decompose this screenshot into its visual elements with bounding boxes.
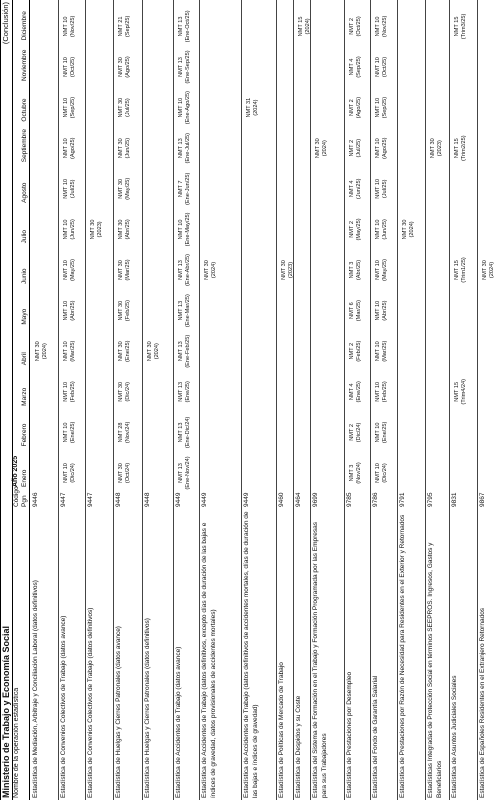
operation-name: Estadística de Prestaciones por Desempleo (346, 671, 353, 798)
release-day: NMT 30 (35, 341, 41, 362)
reference-period: (Feb/25) (381, 381, 388, 403)
release-day: NMT 10 (63, 97, 69, 118)
operation-code: 9791 (399, 492, 406, 507)
reference-period: (Feb/25) (124, 300, 131, 322)
reference-period: (Jun/25) (381, 219, 388, 240)
reference-period: (2024) (210, 261, 217, 279)
release-cell (349, 293, 362, 329)
reference-period: (Ene-Jul/25) (184, 132, 191, 164)
reference-period: (Jul/25) (124, 98, 131, 117)
month-header-11: Diciembre (21, 11, 28, 41)
row-divider (199, 0, 200, 800)
operation-code: 9449 (175, 492, 182, 507)
release-day: NMT 15 (454, 16, 460, 37)
reference-period: (Dic/24) (381, 463, 388, 483)
month-header-6: Julio (21, 230, 28, 244)
release-cell (178, 455, 191, 491)
release-cell (349, 252, 362, 288)
release-cell (63, 130, 76, 166)
header-bottom-rule (29, 0, 30, 800)
operation-code: 9448 (144, 492, 151, 507)
release-cell (118, 171, 131, 207)
release-day: NMT 10 (63, 381, 69, 402)
reference-period: (Ene-Sep/25) (184, 50, 191, 84)
reference-period: (Ene/25) (355, 381, 362, 403)
release-cell (178, 293, 191, 329)
release-day: NMT 10 (63, 138, 69, 159)
release-day: NMT 4 (349, 180, 355, 198)
release-cell (118, 252, 131, 288)
release-cell (178, 252, 191, 288)
month-header-5: Junio (21, 268, 28, 284)
operation-name: Estadística del Sistema de Formación en el Trabajo y Formación Programada por las Empresas para sus Trabajadores (312, 521, 328, 798)
release-day: NMT 13 (178, 57, 184, 77)
release-cell (63, 8, 76, 44)
operation-code: 9446 (32, 492, 39, 507)
release-day: NMT 10 (375, 300, 381, 321)
release-day: NMT 10 (375, 178, 381, 199)
row-divider (276, 0, 277, 800)
release-day: NMT 30 (118, 463, 124, 483)
release-day: NMT 13 (178, 463, 184, 483)
header-rule (12, 0, 13, 800)
reference-period: (Mar/25) (124, 259, 131, 281)
operation-name: Estadística de Convenios Colectivos de Trabajo (datos definitivos) (87, 607, 94, 798)
release-cell (118, 293, 131, 329)
operation-name: Estadística de Asuntos Judiciales Sociales (451, 675, 458, 798)
row-divider (425, 0, 426, 800)
release-cell (375, 293, 388, 329)
reference-period: (Sep/25) (355, 56, 362, 78)
release-cell (63, 414, 76, 450)
reference-period: (Ene-Jun/25) (184, 172, 191, 205)
release-day: NMT 10 (178, 219, 184, 240)
release-cell (35, 333, 48, 369)
year-header: Año 2025 (12, 455, 19, 487)
reference-period: (Nov/25) (69, 15, 76, 38)
operation-code: 9448 (115, 492, 122, 507)
reference-period: (2024) (488, 261, 495, 279)
reference-period: (Dic/24) (69, 463, 76, 483)
row-divider (113, 0, 114, 800)
release-day: NMT 13 (178, 341, 184, 362)
reference-period: (Abr/25) (355, 259, 362, 281)
release-cell (454, 374, 467, 410)
release-cell (349, 171, 362, 207)
release-day: NMT 10 (375, 422, 381, 443)
release-day: NMT 10 (63, 260, 69, 280)
operation-name: Estadística del Fondo de Garantía Salarial (372, 675, 379, 798)
name-column-header: Nombre de la operación estadística (13, 687, 20, 798)
month-header-2: Marzo (21, 387, 28, 406)
operation-name: Estadística de Políticas de Mercado de Trabajo (278, 662, 285, 798)
release-cell (375, 414, 388, 450)
reference-period: (Nov/24) (355, 462, 362, 484)
release-cell (118, 49, 131, 85)
release-day: NMT 10 (63, 57, 69, 77)
release-day: NMT 30 (90, 219, 96, 240)
reference-period: (Mar/25) (381, 340, 388, 362)
release-day: NMT 10 (63, 219, 69, 240)
release-day: NMT 10 (63, 422, 69, 443)
reference-period: (Jul/25) (69, 179, 76, 199)
release-day: NMT 2 (349, 342, 355, 360)
release-day: NMT 21 (118, 16, 124, 37)
reference-period: (Oct/24) (124, 462, 131, 484)
month-header-0: Enero (21, 469, 28, 487)
month-header-10: Noviembre (21, 49, 28, 81)
release-day: NMT 30 (430, 138, 436, 159)
release-day: NMT 2 (349, 139, 355, 157)
release-cell (375, 374, 388, 410)
reference-period: (Sep/25) (124, 15, 131, 38)
release-cell (118, 130, 131, 166)
row-divider (58, 0, 59, 800)
operation-code: 9795 (427, 492, 434, 507)
release-day: NMT 6 (349, 302, 355, 319)
reference-period: (Nov/24) (124, 421, 131, 444)
reference-period: (2024) (41, 343, 48, 360)
reference-period: (Ene/25) (184, 381, 191, 403)
operation-name: Estadística de Huelgas y Cierres Patronales (datos avance) (115, 626, 122, 798)
release-day: NMT 15 (454, 260, 460, 280)
release-day: NMT 10 (63, 341, 69, 362)
release-day: NMT 7 (178, 180, 184, 198)
release-day: NMT 30 (118, 178, 124, 199)
reference-period: (Ene-Oct/25) (184, 10, 191, 43)
release-day: NMT 30 (118, 341, 124, 362)
release-cell (118, 374, 131, 410)
operation-code: 9785 (346, 492, 353, 507)
reference-period: (Ene-Mar/25) (184, 294, 191, 328)
release-cell (375, 8, 388, 44)
release-cell (375, 130, 388, 166)
reference-period: (Ago/25) (69, 137, 76, 159)
release-day: NMT 30 (315, 138, 321, 159)
release-cell (178, 414, 191, 450)
reference-period: (Ene-Feb/25) (184, 334, 191, 368)
release-day: NMT 30 (204, 260, 210, 280)
operation-code: 9449 (201, 492, 208, 507)
reference-period: (Ene-Nov/24) (184, 456, 191, 490)
operation-name: Estadística de Accidentes de Trabajo (datos avance) (175, 646, 182, 798)
reference-period: (Jul/25) (381, 179, 388, 199)
release-cell (63, 49, 76, 85)
operation-code: 9464 (295, 492, 302, 507)
release-cell (63, 171, 76, 207)
release-day: NMT 10 (375, 57, 381, 77)
release-day: NMT 30 (281, 260, 287, 280)
release-cell (63, 455, 76, 491)
operation-code: 9447 (87, 492, 94, 507)
operation-code: 9786 (372, 492, 379, 507)
release-cell (178, 374, 191, 410)
release-cell (349, 90, 362, 126)
release-day: NMT 13 (178, 381, 184, 402)
release-day: NMT 31 (246, 97, 252, 118)
operation-name: Estadística de Convenios Colectivos de Trabajo (datos avance) (60, 615, 67, 798)
reference-period: (Mar/25) (355, 300, 362, 322)
reference-period: (Dic/24) (124, 382, 131, 402)
release-cell (178, 211, 191, 247)
reference-period: (Ago/25) (124, 56, 131, 78)
reference-period: (Ene/25) (69, 421, 76, 444)
row-divider (310, 0, 311, 800)
release-cell (349, 8, 362, 44)
operation-name: Estadística de Españoles Residentes en el Extranjero Retornados (479, 607, 486, 798)
release-cell (430, 130, 443, 166)
operation-name: Estadística de Despidos y su Coste (295, 695, 302, 798)
release-cell (178, 49, 191, 85)
reference-period: (2023) (436, 140, 443, 157)
reference-period: (May/25) (355, 218, 362, 241)
month-header-4: Mayo (21, 308, 28, 325)
release-day: NMT 15 (298, 16, 304, 37)
release-day: NMT 13 (178, 422, 184, 443)
operation-name: Estadística de Mediación, Arbitraje y Conciliación Laboral (datos definitivos) (32, 580, 39, 798)
pgn-column-header: Pgn (21, 495, 28, 507)
row-divider (449, 0, 450, 800)
row-divider (173, 0, 174, 800)
release-cell (90, 211, 103, 247)
release-cell (375, 211, 388, 247)
operation-code: 9447 (60, 492, 67, 507)
month-header-1: Febrero (21, 423, 28, 447)
month-header-7: Agosto (21, 182, 28, 203)
row-divider (370, 0, 371, 800)
release-day: NMT 10 (375, 16, 381, 37)
reference-period: (Oct/25) (355, 16, 362, 37)
reference-period: (Ene-May/25) (184, 212, 191, 247)
reference-period: (Mar/25) (69, 340, 76, 362)
release-day: NMT 28 (118, 422, 124, 443)
release-cell (402, 211, 415, 247)
release-cell (63, 211, 76, 247)
release-cell (375, 171, 388, 207)
release-day: NMT 30 (118, 97, 124, 118)
release-day: NMT 3 (349, 261, 355, 279)
reference-period: (Trim2/25) (460, 135, 467, 161)
operation-code: 9699 (312, 492, 319, 507)
release-cell (118, 8, 131, 44)
release-cell (454, 252, 467, 288)
release-cell (349, 414, 362, 450)
code-column-header: Código (13, 486, 20, 507)
release-day: NMT 10 (178, 97, 184, 118)
reference-period: (Feb/25) (69, 381, 76, 403)
release-day: NMT 2 (349, 18, 355, 35)
operation-name: Estadística de Prestaciones por Razón de Necesidad para Residentes en el Exterior y Retornados (399, 514, 406, 798)
release-day: NMT 3 (349, 464, 355, 482)
release-day: NMT 30 (118, 219, 124, 240)
ministry-title: Ministerio de Trabajo y Economía Social (1, 625, 11, 798)
release-cell (63, 90, 76, 126)
release-cell (349, 333, 362, 369)
release-cell (63, 333, 76, 369)
operation-code: 9867 (479, 492, 486, 507)
month-header-3: Abril (21, 352, 28, 366)
release-cell (454, 130, 467, 166)
release-day: NMT 10 (375, 341, 381, 362)
release-cell (63, 293, 76, 329)
reference-period: (Sep/25) (381, 96, 388, 119)
release-cell (118, 455, 131, 491)
release-cell (349, 211, 362, 247)
reference-period: (Feb/25) (355, 340, 362, 362)
release-day: NMT 2 (349, 99, 355, 116)
release-cell (178, 8, 191, 44)
reference-period: (Oct/25) (69, 56, 76, 78)
row-divider (0, 0, 1, 800)
release-cell (482, 252, 495, 288)
operation-code: 9460 (278, 492, 285, 507)
release-day: NMT 15 (454, 381, 460, 402)
operation-name: Estadística de Huelgas y Cierres Patronales (datos definitivos) (144, 618, 151, 798)
reference-period: (Abr/25) (381, 300, 388, 321)
release-day: NMT 10 (63, 300, 69, 321)
release-day: NMT 10 (63, 16, 69, 37)
release-day: NMT 10 (63, 178, 69, 199)
release-cell (178, 333, 191, 369)
release-cell (118, 211, 131, 247)
reference-period: (2024) (304, 18, 311, 35)
release-day: NMT 10 (375, 463, 381, 483)
release-cell (375, 49, 388, 85)
release-day: NMT 10 (375, 219, 381, 240)
release-cell (454, 8, 467, 44)
reference-period: (Ene/25) (124, 340, 131, 362)
release-cell (118, 414, 131, 450)
release-cell (375, 252, 388, 288)
release-cell (315, 130, 328, 166)
release-day: NMT 30 (118, 260, 124, 280)
row-divider (397, 0, 398, 800)
reference-period: (Jun/25) (124, 137, 131, 159)
release-day: NMT 13 (178, 260, 184, 280)
reference-period: (Oct/25) (381, 56, 388, 78)
reference-period: (May/25) (124, 177, 131, 200)
operation-name: Estadísticas Integradas de Protección Social en términos SEEPROS. Ingresos, Gastos y Beneficiarios (427, 542, 443, 798)
reference-period: (Jun/25) (355, 178, 362, 200)
release-day: NMT 30 (118, 138, 124, 159)
release-cell (375, 455, 388, 491)
month-header-9: Octubre (21, 98, 28, 122)
release-day: NMT 30 (402, 219, 408, 240)
release-cell (375, 90, 388, 126)
reference-period: (Ago/25) (355, 96, 362, 119)
row-divider (142, 0, 143, 800)
release-day: NMT 10 (375, 260, 381, 280)
release-cell (349, 455, 362, 491)
release-cell (349, 130, 362, 166)
release-cell (63, 252, 76, 288)
reference-period: (May/25) (381, 258, 388, 282)
month-header-8: Septiembre (21, 128, 28, 163)
release-day: NMT 13 (178, 16, 184, 37)
release-day: NMT 10 (375, 97, 381, 118)
row-divider (344, 0, 345, 800)
reference-period: (Jun/25) (69, 219, 76, 240)
reference-period: (2023) (287, 261, 294, 279)
reference-period: (Abr/25) (69, 300, 76, 321)
release-cell (118, 90, 131, 126)
reference-period: (Trim4/24) (460, 379, 467, 405)
release-cell (178, 90, 191, 126)
reference-period: (2024) (252, 99, 259, 116)
reference-period: (2024) (153, 343, 160, 360)
release-day: NMT 30 (118, 381, 124, 402)
release-day: NMT 4 (349, 58, 355, 76)
release-day: NMT 30 (482, 260, 488, 280)
reference-period: (2024) (408, 221, 415, 238)
release-cell (204, 252, 217, 288)
reference-period: (Nov/25) (381, 15, 388, 38)
row-divider (477, 0, 478, 800)
release-cell (178, 171, 191, 207)
reference-period: (May/25) (69, 258, 76, 282)
operation-code: 9449 (243, 492, 250, 507)
release-cell (147, 333, 160, 369)
reference-period: (Ene-Abr/25) (184, 253, 191, 287)
release-day: NMT 30 (147, 341, 153, 362)
release-day: NMT 10 (375, 138, 381, 159)
operation-name: Estadística de Accidentes de Trabajo (datos definitivos de accidentes mortales, días de duración de las bajas e índices de gravedad) (243, 511, 259, 798)
reference-period: (Ene-Dic/24) (184, 416, 191, 449)
reference-period: (Trim3/25) (460, 13, 467, 40)
release-day: NMT 15 (454, 138, 460, 159)
release-day: NMT 30 (118, 300, 124, 321)
reference-period: (Abr/25) (124, 219, 131, 240)
reference-period: (Ago/25) (381, 137, 388, 159)
reference-period: (Sep/25) (69, 96, 76, 119)
release-cell (375, 333, 388, 369)
release-day: NMT 13 (178, 300, 184, 321)
reference-period: (Trim1/25) (460, 257, 467, 283)
release-day: NMT 4 (349, 383, 355, 401)
release-cell (118, 333, 131, 369)
reference-period: (2023) (96, 221, 103, 238)
release-day: NMT 2 (349, 424, 355, 441)
reference-period: (Ene/25) (381, 421, 388, 444)
reference-period: (Ene-Ago/25) (184, 90, 191, 125)
release-day: NMT 10 (375, 381, 381, 402)
row-divider (85, 0, 86, 800)
operation-code: 9831 (451, 492, 458, 507)
release-day: NMT 10 (63, 463, 69, 483)
release-cell (349, 374, 362, 410)
row-divider (241, 0, 242, 800)
release-day: NMT 30 (118, 57, 124, 77)
release-cell (349, 49, 362, 85)
row-divider (293, 0, 294, 800)
reference-period: (2024) (321, 140, 328, 157)
release-cell (178, 130, 191, 166)
release-cell (63, 374, 76, 410)
operation-name: Estadística de Accidentes de Trabajo (datos definitivos, excepto días de duración de las bajas e índices de gravedad, datos provisionales de accidentes mortales) (201, 522, 217, 798)
release-day: NMT 2 (349, 221, 355, 238)
release-day: NMT 13 (178, 138, 184, 159)
conclusion-note: (Conclusión) (1, 2, 10, 45)
release-cell (246, 90, 259, 126)
reference-period: (Dic/24) (355, 422, 362, 443)
reference-period: (Jul/25) (355, 138, 362, 158)
